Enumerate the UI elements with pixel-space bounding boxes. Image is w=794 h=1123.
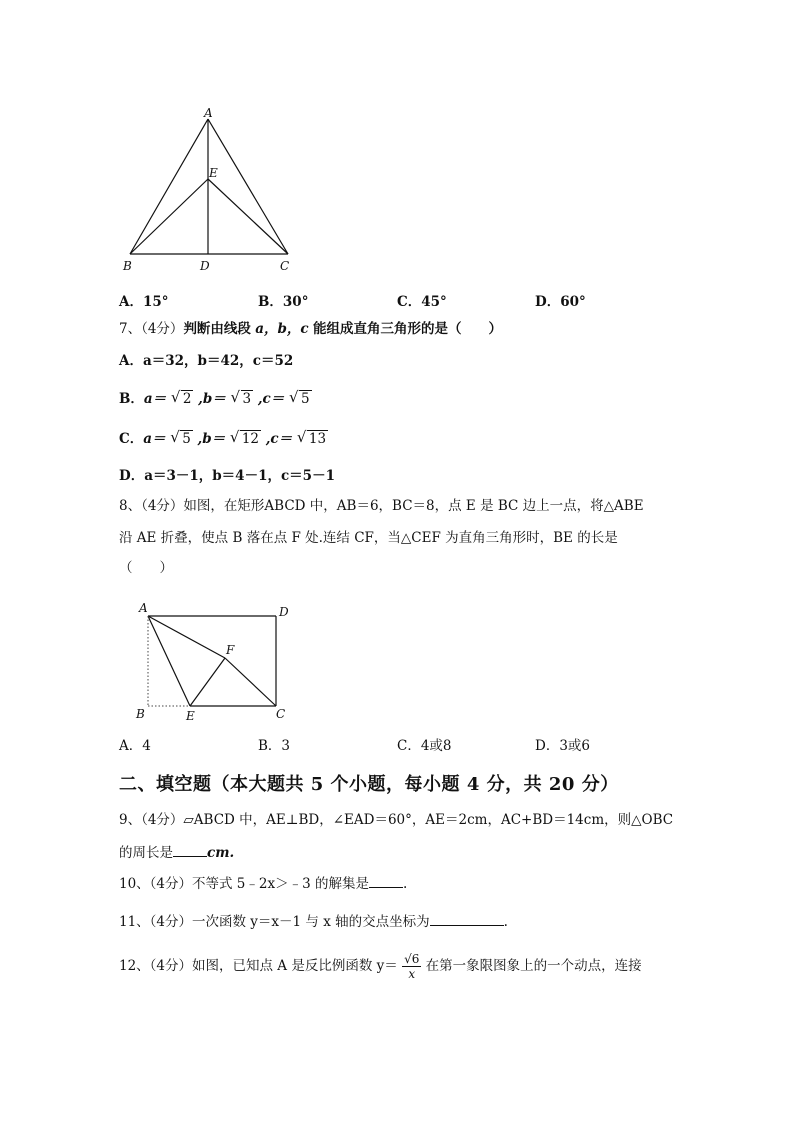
sqrt-icon: √ 2: [170, 388, 192, 407]
q8-option-a: A．4: [119, 738, 151, 754]
q6-segment-ec: [208, 179, 288, 254]
q8-segment-ef: [190, 658, 225, 706]
q7-stem-end: 能组成直角三角形的是（ ）: [312, 321, 502, 337]
q10-post: .: [402, 876, 408, 892]
q7-option-c-a-value: 5: [182, 431, 191, 447]
sqrt-icon: √ 13: [296, 428, 327, 447]
q6-triangle-figure: [118, 105, 308, 280]
q7-option-c-a: a＝: [143, 431, 166, 447]
q7-option-b: [119, 390, 312, 408]
q12-text: 12、（4分）如图，已知点 A 是反比例函数 y＝: [119, 958, 398, 974]
q7-option-d: D．a＝3－1，b＝4－1，c＝5－1: [119, 468, 335, 484]
q7-option-c-b-value: 12: [241, 431, 260, 447]
sqrt-icon: √ 5: [288, 388, 310, 407]
q12-frac-num: √6: [404, 952, 420, 966]
q6-option-b: B．30°: [258, 294, 309, 310]
q10-text: 10、（4分）不等式 5﹣2x＞﹣3 的解集是: [119, 876, 369, 892]
q9-answer-blank[interactable]: [173, 842, 207, 857]
q8-option-c: C．4或8: [397, 738, 452, 754]
q6-label-b: B: [123, 259, 132, 273]
q6-label-e: E: [209, 166, 218, 180]
sqrt-icon: √ 12: [229, 428, 260, 447]
sqrt-icon: √ 3: [230, 388, 252, 407]
sqrt-icon: √ 5: [170, 428, 191, 447]
q8-option-d: D．3或6: [535, 738, 591, 754]
q7-stem: [119, 320, 502, 338]
q9-line-1: 9、（4分）▱ABCD 中，AE⊥BD，∠EAD＝60°，AE＝2cm，AC+BD＝14cm，则△OBC: [119, 812, 674, 828]
q7-option-b-b-value: 3: [242, 391, 252, 407]
q6-option-c: C．45°: [397, 294, 447, 310]
q7-option-c-c-value: 13: [308, 431, 327, 447]
q8-label-f: F: [226, 643, 235, 657]
q12-frac-den: x: [408, 967, 416, 981]
q8-label-a: A: [139, 601, 148, 615]
q8-label-c: C: [276, 707, 286, 721]
q11-text: 11、（4分）一次函数 y＝x－1 与 x 轴的交点坐标为: [119, 914, 430, 930]
q7-option-c-label: C．: [119, 431, 144, 447]
q6-option-a: A．15°: [119, 294, 169, 310]
q8-line-3: （ ）: [119, 560, 173, 576]
q7-stem-text: 判断由线段: [183, 321, 251, 337]
q6-segment-eb: [130, 179, 208, 254]
q6-option-d: D．60°: [535, 294, 586, 310]
q12-text-end: 在第一象限图象上的一个动点，连接: [425, 958, 642, 974]
q7-vars: a，b，c: [255, 321, 309, 337]
q7-number: 7、: [119, 321, 142, 337]
q8-rectangle-figure: [130, 598, 305, 726]
q12-fraction: [402, 952, 421, 981]
q12: [119, 952, 642, 981]
q7-option-c-c: ,c＝: [265, 431, 293, 447]
q7-option-b-b: ,b＝: [198, 391, 226, 407]
q6-side-ab: [130, 119, 208, 254]
q7-option-c-b: ,b＝: [197, 431, 226, 447]
section-2-heading: 二、填空题（本大题共 5 个小题，每小题 4 分，共 20 分）: [119, 774, 619, 795]
q6-label-c: C: [280, 259, 290, 273]
q9-line-2: [119, 842, 234, 862]
q6-side-ac: [208, 119, 288, 254]
q11-post: .: [503, 914, 508, 930]
q8-option-b: B．3: [258, 738, 291, 754]
q8-segment-fc: [225, 658, 276, 706]
q7-option-b-a: a＝: [143, 391, 167, 407]
q7-score: （4分）: [141, 321, 184, 337]
q11: [119, 911, 508, 931]
q7-option-c: [119, 430, 328, 448]
q8-segment-ae: [148, 616, 190, 706]
q8-line-2: 沿 AE 折叠，使点 B 落在点 F 处.连结 CF，当△CEF 为直角三角形时，BE 的长是: [119, 530, 618, 546]
q7-option-b-c-value: 5: [300, 391, 310, 407]
q6-label-d: D: [200, 259, 210, 273]
q7-option-b-c: ,c＝: [257, 391, 285, 407]
q10: [119, 873, 407, 893]
q8-line-1: 8、（4分）如图，在矩形ABCD 中，AB＝6，BC＝8，点 E 是 BC 边上一点，将△ABE: [119, 498, 644, 514]
q7-option-b-a-value: 2: [182, 391, 192, 407]
q7-option-b-label: B．: [119, 391, 144, 407]
q8-label-e: E: [186, 709, 195, 723]
q9-line-2-pre: 的周长是: [119, 845, 173, 861]
q6-label-a: A: [204, 106, 213, 120]
q8-segment-af: [148, 616, 225, 658]
q10-answer-blank[interactable]: [369, 873, 403, 888]
q7-option-a: A．a＝32，b＝42，c＝52: [119, 353, 294, 369]
q11-answer-blank[interactable]: [430, 911, 504, 926]
q8-label-b: B: [136, 707, 145, 721]
q9-line-2-post: cm.: [207, 845, 235, 861]
q8-label-d: D: [279, 605, 289, 619]
